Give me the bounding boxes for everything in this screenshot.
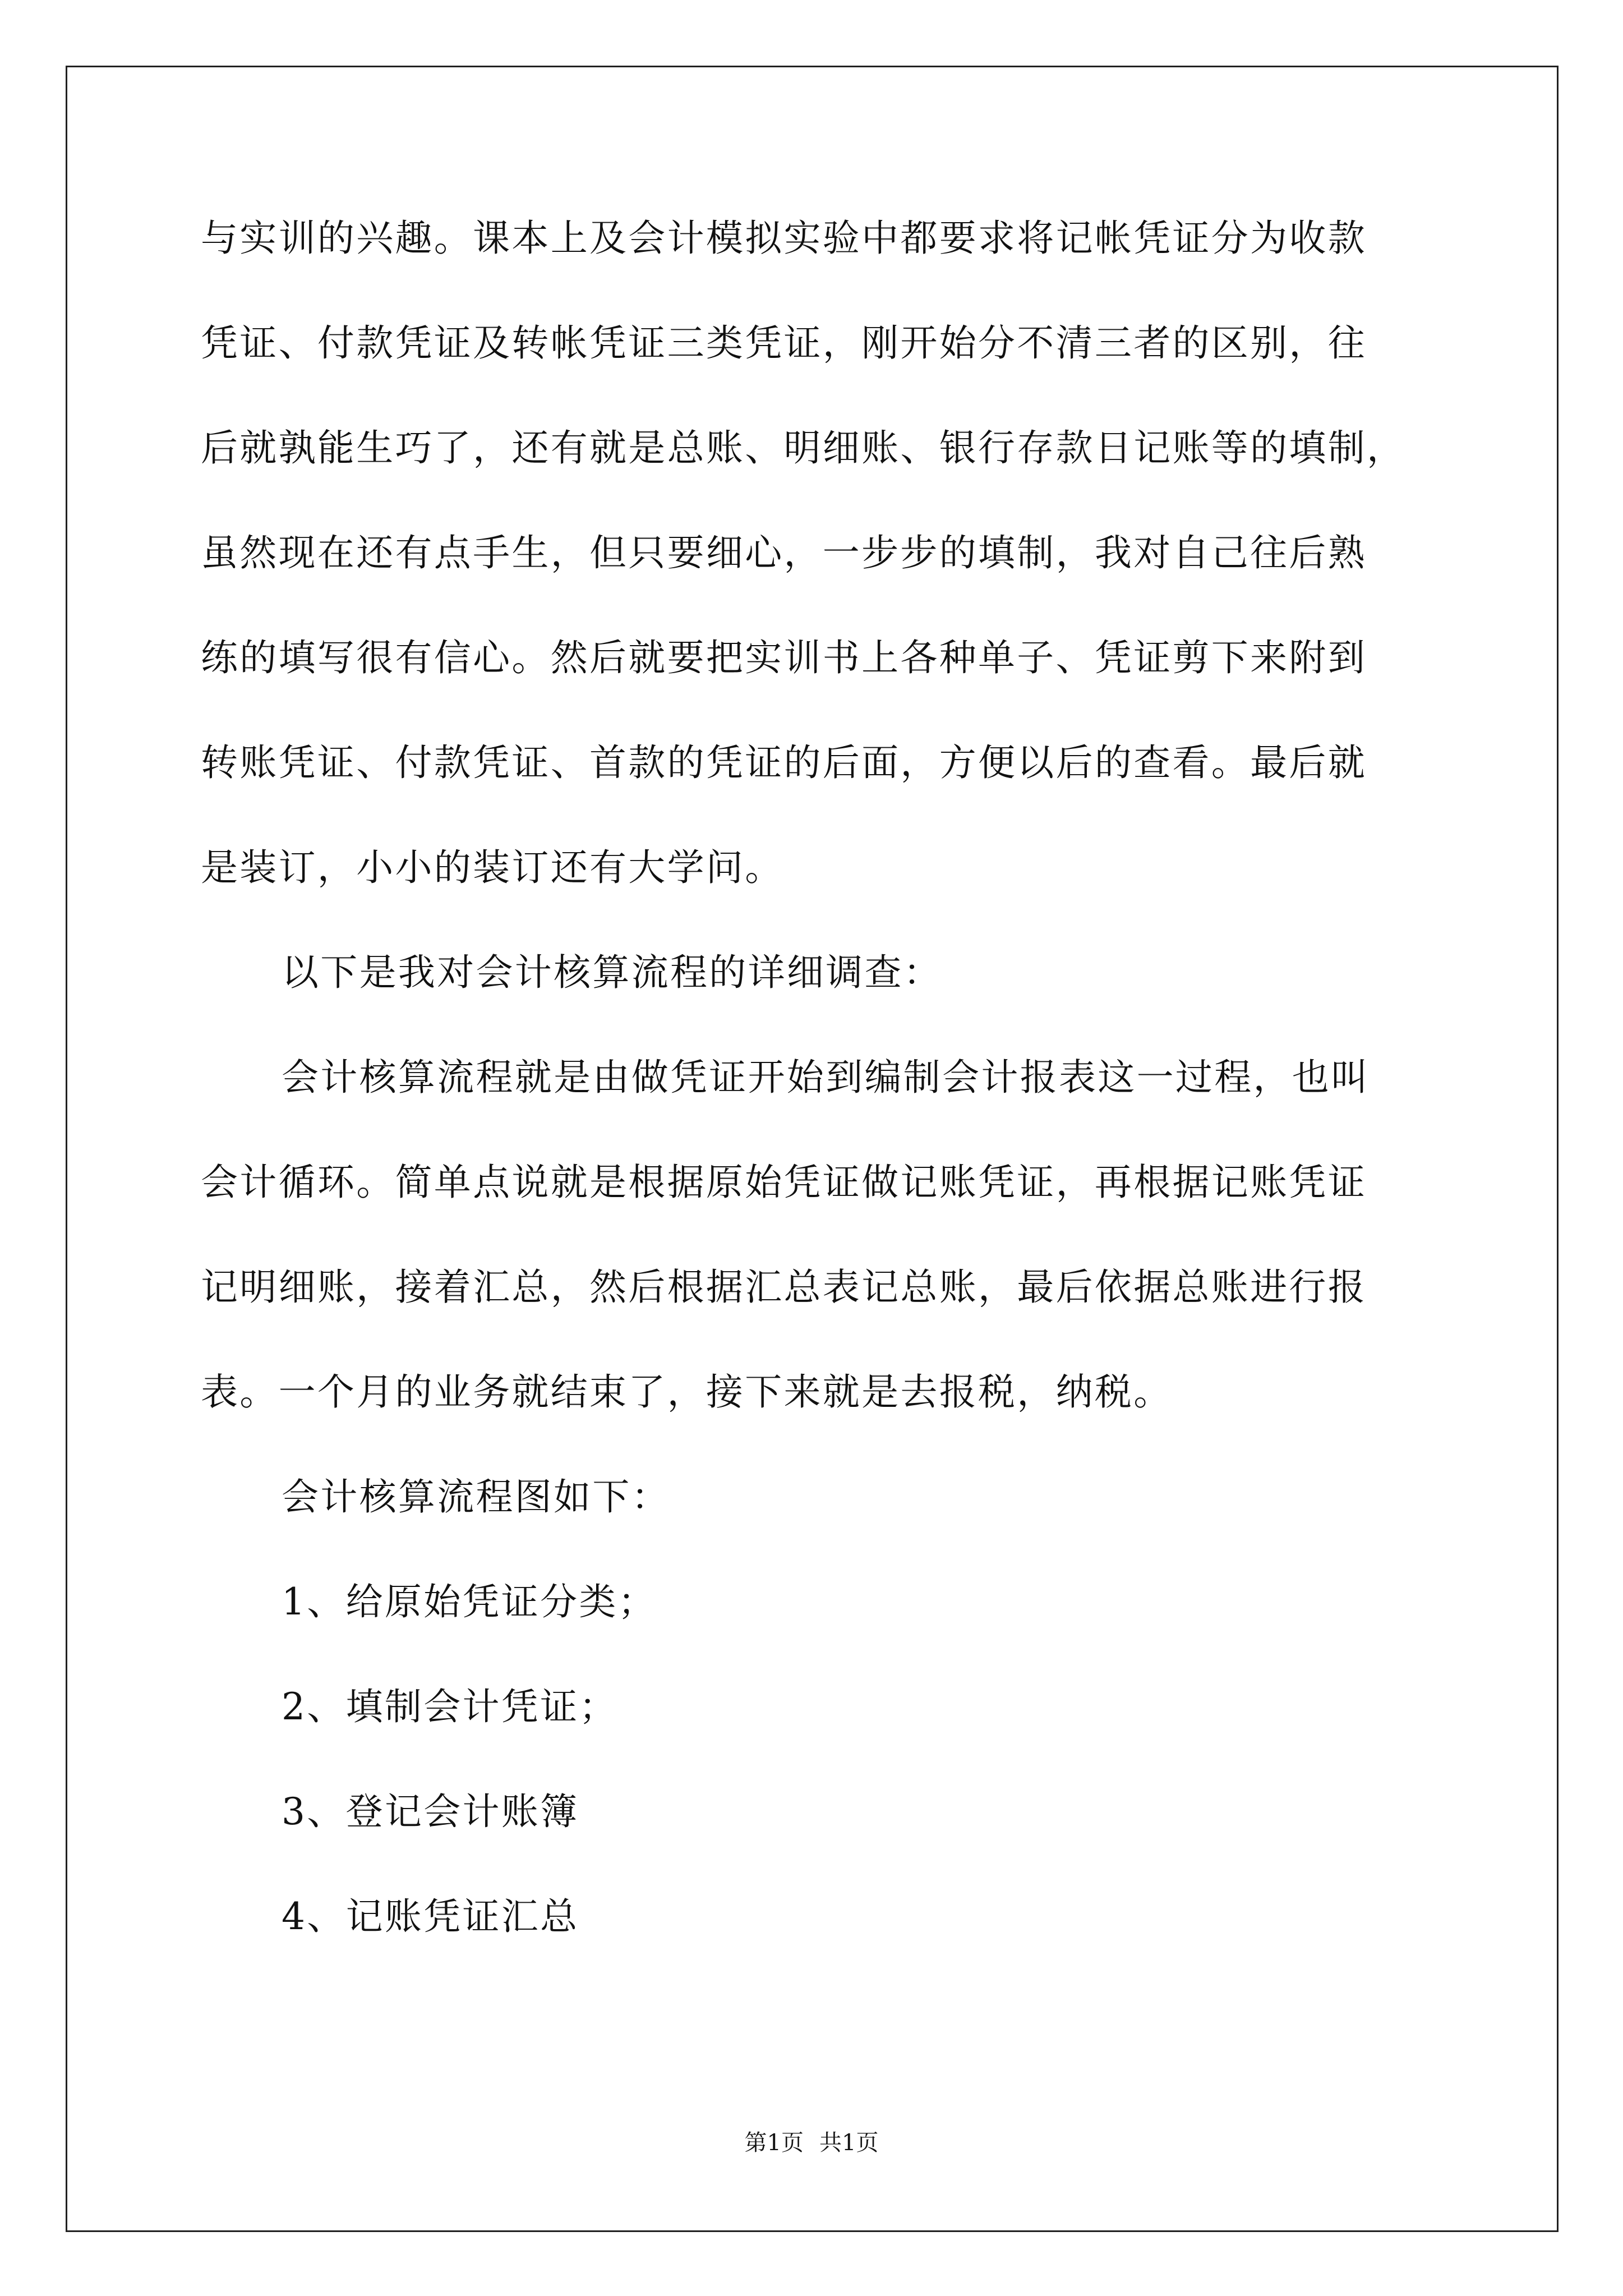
paragraph-line: 凭证、付款凭证及转帐凭证三类凭证，刚开始分不清三者的区别，往	[201, 321, 1367, 365]
paragraph-line: 会计循环。简单点说就是根据原始凭证做记账凭证，再根据记账凭证	[201, 1161, 1367, 1204]
paragraph-line: 练的填写很有信心。然后就要把实训书上各种单子、凭证剪下来附到	[201, 636, 1367, 679]
paragraph-line: 后就孰能生巧了，还有就是总账、明细账、银行存款日记账等的填制，	[201, 426, 1406, 470]
paragraph-line: 虽然现在还有点手生，但只要细心，一步步的填制，我对自己往后熟	[201, 531, 1367, 574]
list-item: 4、记账凭证汇总	[282, 1895, 579, 1938]
list-item: 3、登记会计账簿	[282, 1790, 579, 1833]
paragraph-line: 与实训的兴趣。课本上及会计模拟实验中都要求将记帐凭证分为收款	[201, 217, 1367, 260]
paragraph-line: 转账凭证、付款凭证、首款的凭证的后面，方便以后的查看。最后就	[201, 741, 1367, 784]
paragraph-line: 会计核算流程图如下：	[282, 1475, 670, 1519]
paragraph-line: 记明细账，接着汇总，然后根据汇总表记总账，最后依据总账进行报	[201, 1266, 1367, 1309]
paragraph-line: 以下是我对会计核算流程的详细调查：	[282, 951, 943, 994]
list-item: 2、填制会计凭证；	[282, 1685, 618, 1728]
page-footer	[0, 2129, 1623, 2157]
paragraph-line: 会计核算流程就是由做凭证开始到编制会计报表这一过程，也叫	[282, 1056, 1370, 1099]
paragraph-line: 表。一个月的业务就结束了，接下来就是去报税，纳税。	[201, 1370, 1173, 1414]
paragraph-line: 是装订，小小的装订还有大学问。	[201, 846, 784, 889]
page-current-label: 第1页	[744, 2130, 804, 2156]
page-total-label: 共1页	[819, 2130, 879, 2156]
list-item: 1、给原始凭证分类；	[282, 1580, 657, 1623]
